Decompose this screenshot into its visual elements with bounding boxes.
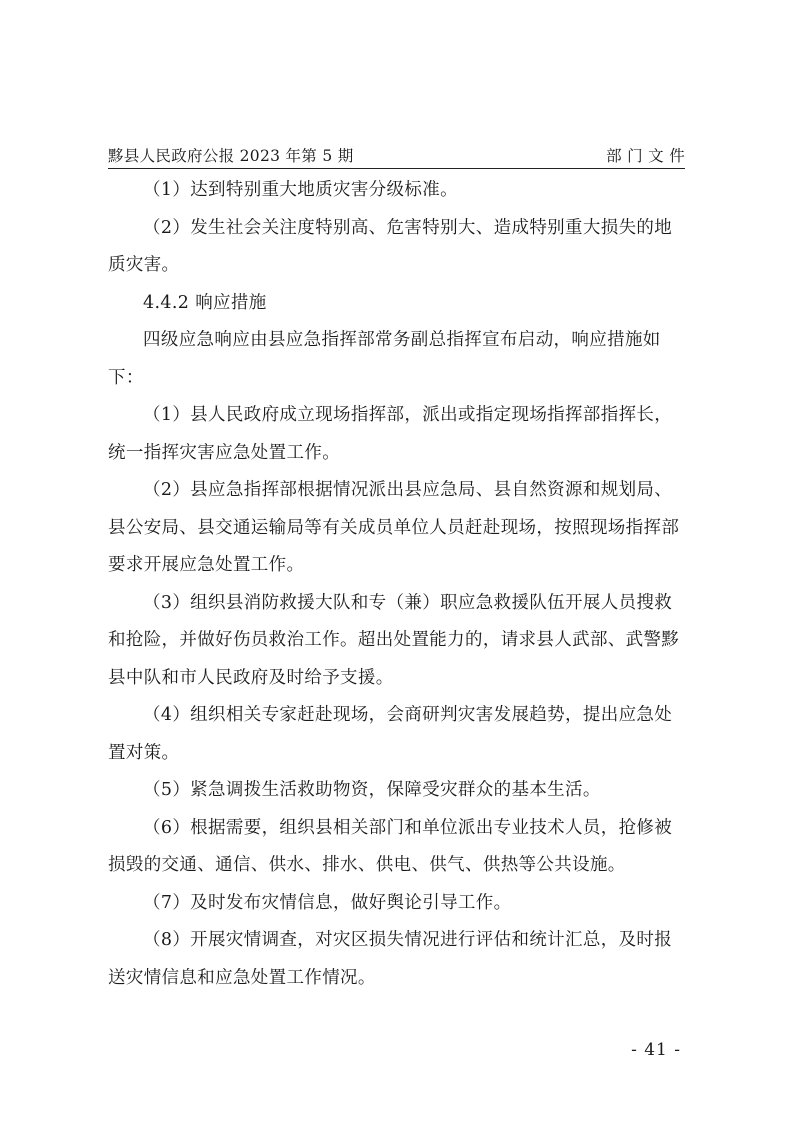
section-label: 部 门 文 件 [606,147,685,165]
paragraph: （4）组织相关专家赶赴现场，会商研判灾害发展趋势，提出应急处置对策。 [108,705,673,763]
paragraph: 四级应急响应由县应急指挥部常务副总指挥宣布启动，响应措施如下： [108,330,661,388]
header-divider [108,168,685,169]
page-number: - 41 - [631,1040,681,1060]
section-heading: 4.4.2 响应措施 [143,292,267,313]
paragraph: （1）达到特别重大地质灾害分级标准。 [143,180,458,200]
paragraph: （8）开展灾情调查，对灾区损失情况进行评估和统计汇总，及时报送灾情信息和应急处置工作情况。 [108,930,673,988]
paragraph: （2）发生社会关注度特别高、危害特别大、造成特别重大损失的地质灾害。 [108,217,673,275]
document-body [108,172,686,997]
paragraph: （7）及时发布灾情信息，做好舆论引导工作。 [143,892,512,913]
paragraph: （3）组织县消防救援大队和专（兼）职应急救援队伍开展人员搜救和抢险，并做好伤员救治工作。超出处置能力的，请求县人武部、武警黟县中队和市人民政府及时给予支援。 [108,592,680,688]
publication-title: 黟县人民政府公报 2023 年第 5 期 [108,147,354,165]
paragraph: （6）根据需要，组织县相关部门和单位派出专业技术人员，抢修被损毁的交通、通信、供水、排水、供电、供气、供热等公共设施。 [108,817,673,875]
paragraph: （2）县应急指挥部根据情况派出县应急局、县自然资源和规划局、县公安局、县交通运输局等有关成员单位人员赶赴现场，按照现场指挥部要求开展应急处置工作。 [108,480,680,575]
paragraph: （5）紧急调拨生活救助物资，保障受灾群众的基本生活。 [143,780,601,800]
paragraph: （1）县人民政府成立现场指挥部，派出或指定现场指挥部指挥长，统一指挥灾害应急处置工作。 [108,405,673,463]
page-header [108,138,685,166]
